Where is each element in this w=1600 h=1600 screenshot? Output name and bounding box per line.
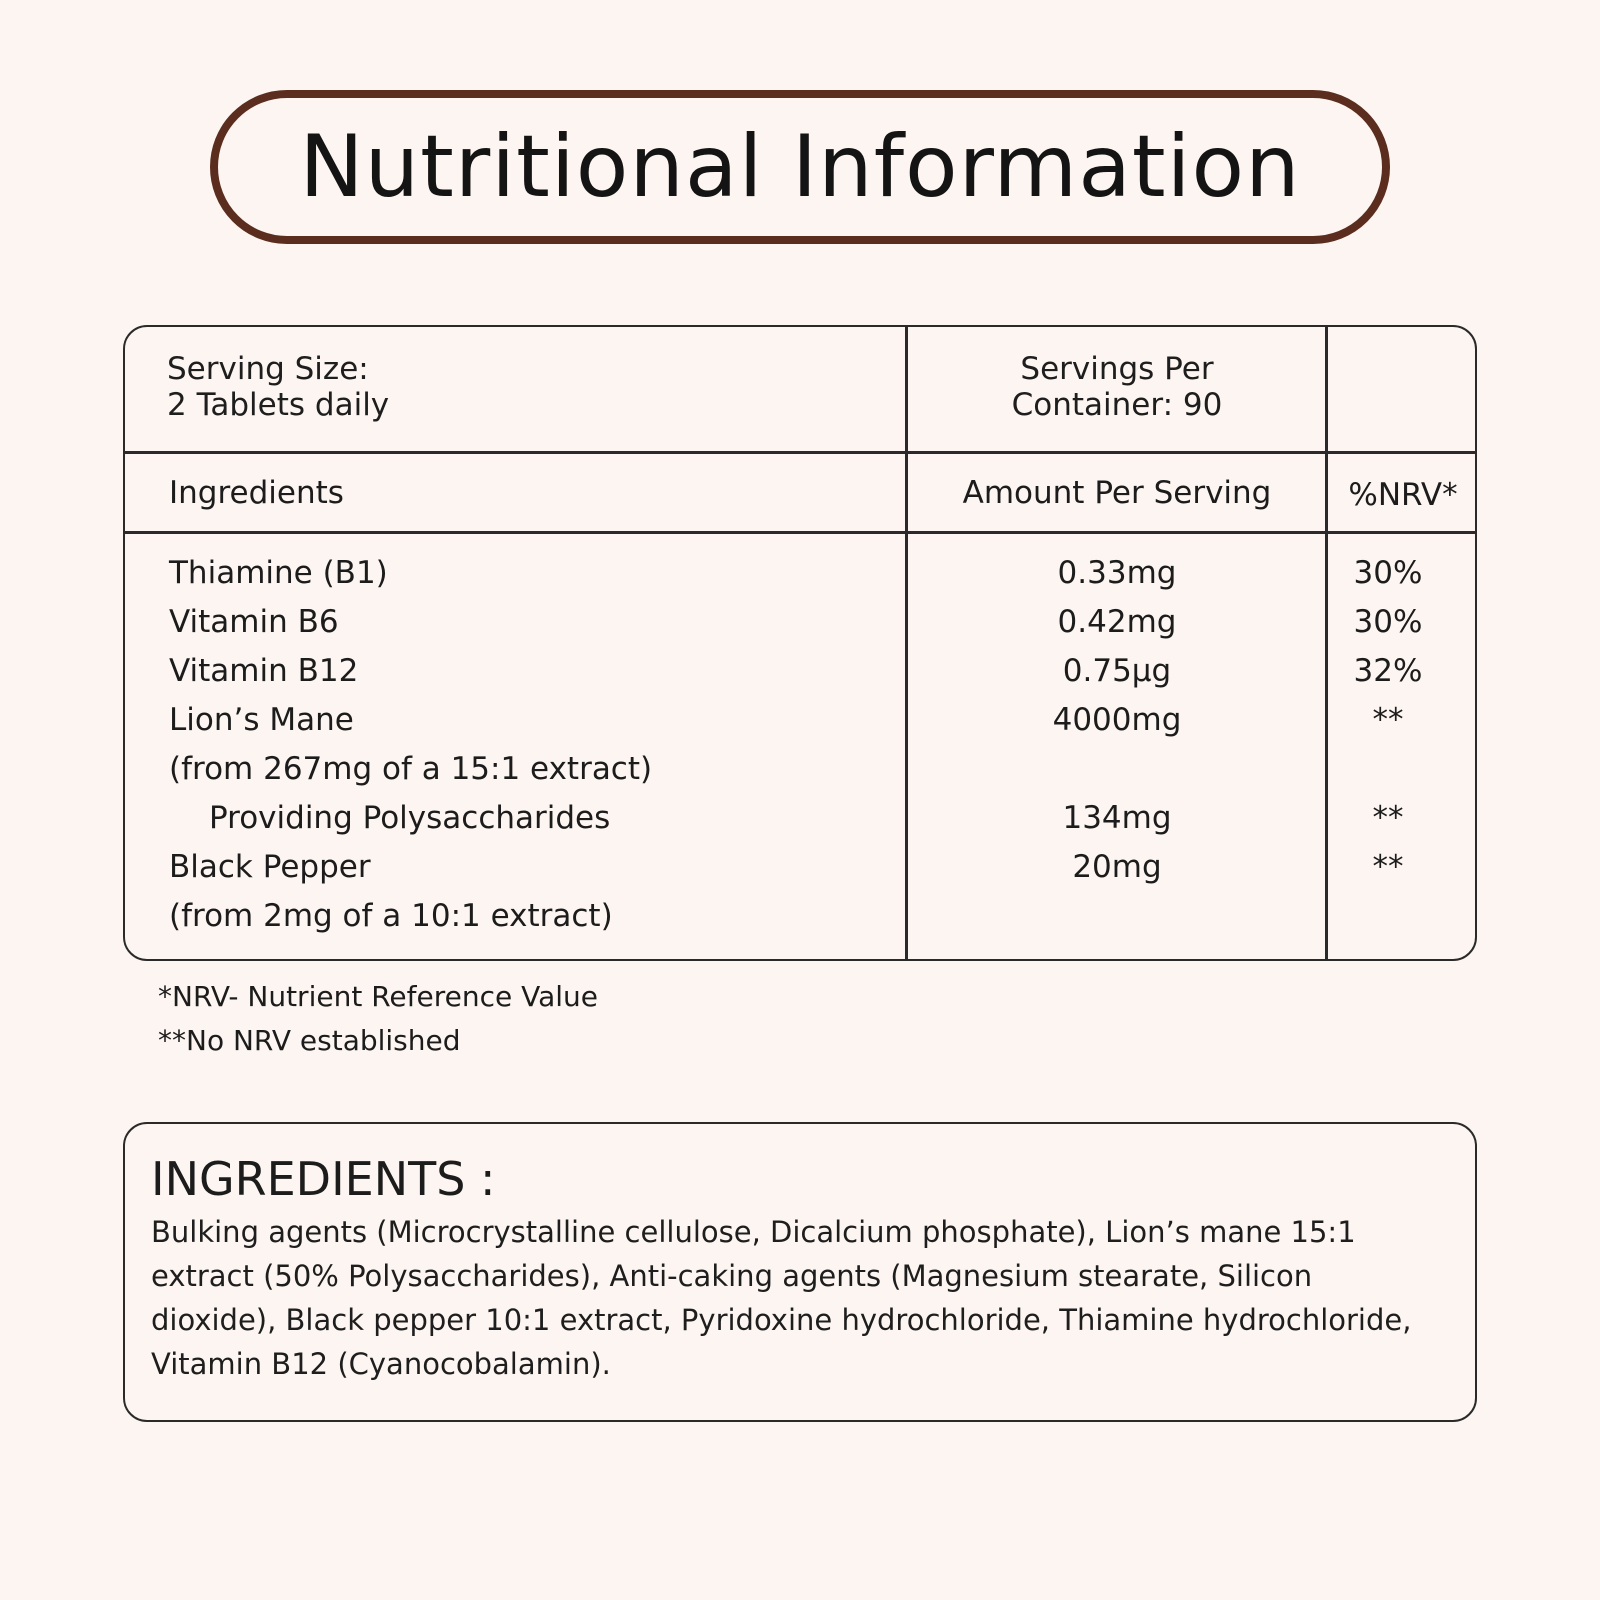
ingredient-amount: 0.75µg xyxy=(1062,653,1172,689)
table-row xyxy=(125,696,1475,745)
title-banner xyxy=(210,90,1390,244)
ingredient-nrv: ** xyxy=(1372,849,1404,885)
ingredient-name: Providing Polysaccharides xyxy=(209,800,611,836)
table-row xyxy=(125,647,1475,696)
ingredient-amount: 0.33mg xyxy=(1057,555,1177,591)
ingredient-name: Vitamin B12 xyxy=(169,653,359,689)
ingredient-nrv: ** xyxy=(1372,702,1404,738)
ingredient-amount: 134mg xyxy=(1062,800,1172,836)
header-amount: Amount Per Serving xyxy=(962,475,1272,511)
nutrition-table xyxy=(123,325,1477,961)
ingredient-name: (from 267mg of a 15:1 extract) xyxy=(169,751,653,787)
table-row xyxy=(125,745,1475,794)
serving-size-value: 2 Tablets daily xyxy=(167,387,390,423)
table-row xyxy=(125,843,1475,892)
ingredients-box xyxy=(123,1122,1477,1422)
footnotes xyxy=(158,975,598,1063)
table-row xyxy=(125,892,1475,941)
serving-size-label: Serving Size: xyxy=(167,351,369,387)
servings-per-label: Servings Per xyxy=(1020,351,1214,387)
ingredient-amount: 0.42mg xyxy=(1057,604,1177,640)
ingredient-amount: 4000mg xyxy=(1052,702,1182,738)
serving-size-cell xyxy=(167,351,389,423)
page-title: Nutritional Information xyxy=(299,117,1301,217)
ingredient-name: Vitamin B6 xyxy=(169,604,339,640)
ingredient-nrv: ** xyxy=(1372,800,1404,836)
row-divider xyxy=(125,451,1475,454)
header-ingredients: Ingredients xyxy=(169,475,344,511)
ingredients-text: Bulking agents (Microcrystalline cellulose, Dicalcium phosphate), Lion’s mane 15:1 extract (50% Polysaccharides), Anti-caking agents (Magnesium stearate, Silicon dioxide), Black pepper 10:1 extract, Pyridoxine hydrochloride, Thiamine hydrochloride, Vitamin B12 (Cyanocobalamin). xyxy=(151,1215,1412,1381)
servings-per-container-cell xyxy=(907,351,1327,423)
servings-per-value: Container: 90 xyxy=(1011,387,1223,423)
footnote-no-nrv: **No NRV established xyxy=(158,1024,461,1057)
ingredient-amount: 20mg xyxy=(1072,849,1162,885)
ingredient-nrv: 30% xyxy=(1353,555,1423,591)
header-nrv: %NRV* xyxy=(1348,477,1458,513)
ingredient-name: Thiamine (B1) xyxy=(169,555,388,591)
footnote-nrv: *NRV- Nutrient Reference Value xyxy=(158,980,598,1013)
row-divider xyxy=(125,531,1475,534)
ingredient-name: Black Pepper xyxy=(169,849,371,885)
ingredients-title: INGREDIENTS : xyxy=(151,1152,496,1206)
ingredient-name: (from 2mg of a 10:1 extract) xyxy=(169,898,613,934)
table-row xyxy=(125,598,1475,647)
ingredient-nrv: 30% xyxy=(1353,604,1423,640)
table-header-row xyxy=(125,469,1475,518)
table-row xyxy=(125,794,1475,843)
ingredient-name: Lion’s Mane xyxy=(169,702,354,738)
table-row xyxy=(125,549,1475,598)
ingredient-nrv: 32% xyxy=(1353,653,1423,689)
